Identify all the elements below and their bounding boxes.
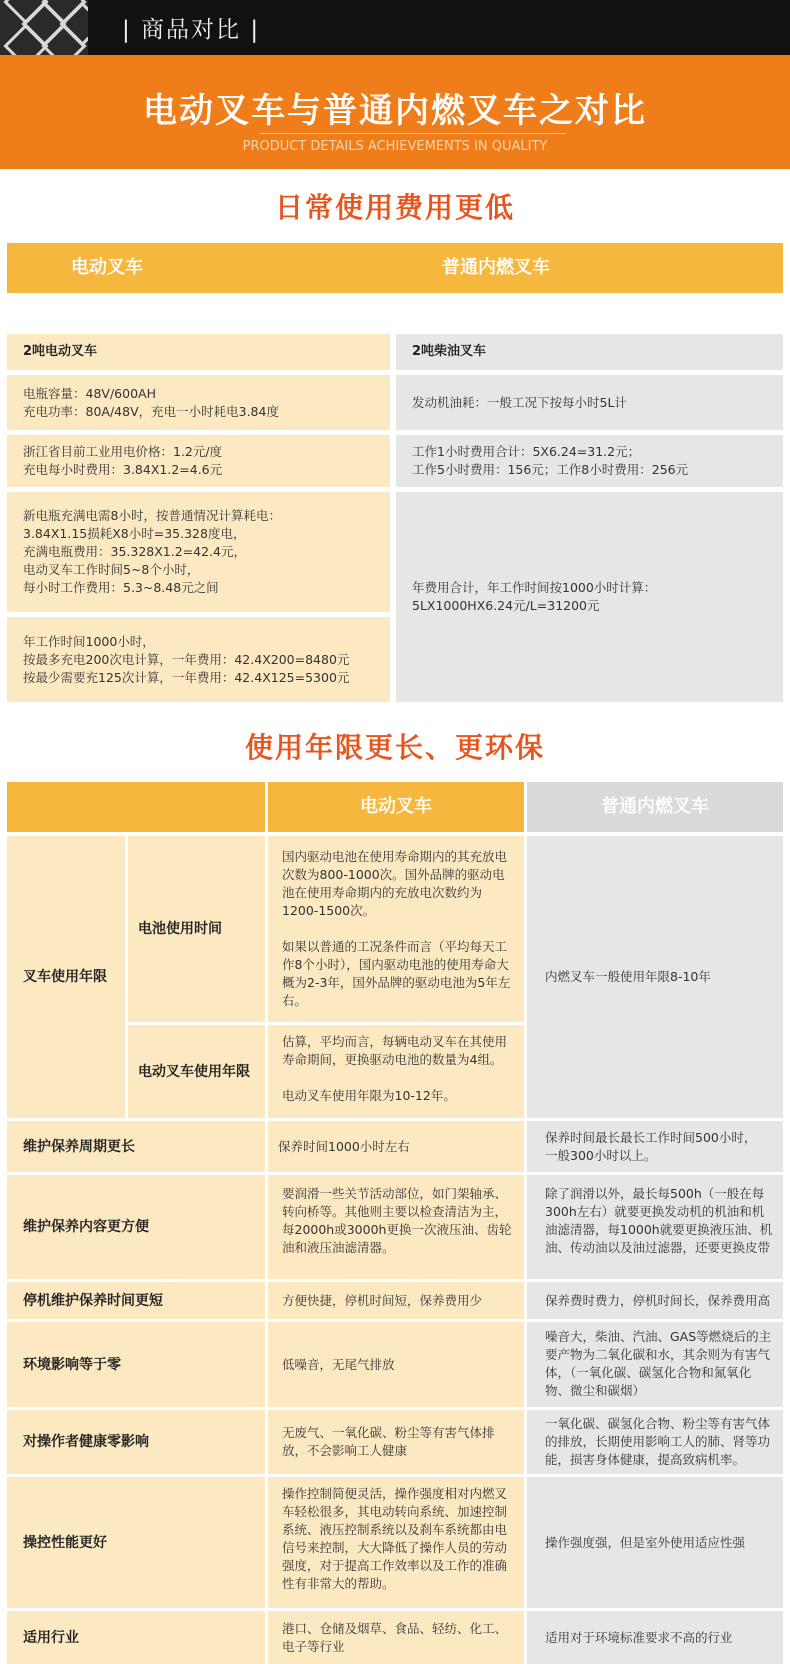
row-electric xyxy=(268,1410,524,1474)
combustion-life-text xyxy=(527,836,783,1118)
combustion-model-label: 2吨柴油叉车 xyxy=(396,334,783,370)
section1-header-combustion: 普通内燃叉车 xyxy=(442,257,550,278)
electric-electricity-price-text: 浙江省目前工业用电价格：1.2元/度 充电每小时费用：3.84X1.2=4.6元 xyxy=(23,444,223,477)
row-label: 操控性能更好 xyxy=(7,1477,265,1608)
combustion-annual-cost xyxy=(396,492,783,702)
row-combustion-text: 保养费时费力，停机时间长，保养费用高 xyxy=(545,1292,771,1308)
row-electric-text: 无废气、一氧化碳、粉尘等有害气体排放，不会影响工人健康 xyxy=(282,1425,495,1458)
electric-model-label: 2吨电动叉车 xyxy=(7,334,390,370)
banner xyxy=(0,55,790,169)
row-combustion: 噪音大，柴油、汽油、GAS等燃烧后的主要产物为二氧化碳和水，其余则为有害气体，（一氧化碳、碳氢化合物和氮氧化物、微尘和碳烟） xyxy=(527,1322,783,1407)
row-combustion: 除了润滑以外，最长每500h（一般在每300h左右）就要更换发动机的机油和机油滤清器，每1000h就要更换液压油、机油、传动油以及油过滤器，还要更换皮带 xyxy=(527,1175,783,1279)
electric-electricity-price xyxy=(7,435,390,487)
combustion-hourly-cost xyxy=(396,435,783,487)
row-combustion-text: 操作强度强，但是室外使用适应性强 xyxy=(545,1534,746,1550)
section2-title: 使用年限更长、更环保 xyxy=(244,731,545,764)
combustion-fuel-consumption xyxy=(396,375,783,430)
top-bar xyxy=(0,0,790,55)
row-electric xyxy=(268,1611,524,1664)
banner-subtitle: PRODUCT DETAILS ACHIEVEMENTS IN QUALITY xyxy=(242,139,548,154)
electric-charge-calc-text: 新电瓶充满电需8小时，按普通情况计算耗电： 3.84X1.15损耗X8小时=35.328度电， 充满电瓶费用：35.328X1.2=42.4元， 电动叉车工作时间5~8个小时， 每小时工作费用：5.3~8.48元之间 xyxy=(23,508,281,595)
row-combustion xyxy=(527,1477,783,1608)
life-label: 叉车使用年限 xyxy=(7,836,125,1118)
row-label: 维护保养内容更方便 xyxy=(7,1175,265,1279)
row-combustion xyxy=(527,1410,783,1474)
electric-life-text: 估算，平均而言，每辆电动叉车在其使用寿命期间，更换驱动电池的数量为4组。 电动叉车使用年限为10-12年。 xyxy=(268,1025,524,1118)
section2-header-combustion: 普通内燃叉车 xyxy=(527,782,783,832)
banner-title: 电动叉车与普通内燃叉车之对比 xyxy=(143,91,647,131)
section2-header-blank xyxy=(7,782,265,832)
row-combustion xyxy=(527,1121,783,1172)
row-label: 环境影响等于零 xyxy=(7,1322,265,1407)
row-electric-text: 保养时间1000小时左右 xyxy=(278,1138,410,1154)
row-electric-text: 低噪音，无尾气排放 xyxy=(282,1356,395,1372)
battery-time-label: 电池使用时间 xyxy=(128,836,265,1022)
section2-header-electric: 电动叉车 xyxy=(268,782,524,832)
combustion-life-text-value: 内燃叉车一般使用年限8-10年 xyxy=(545,969,711,984)
combustion-annual-cost-text: 年费用合计，年工作时间按1000小时计算： 5LX1000HX6.24元/L=31200元 xyxy=(412,580,657,613)
section1-header-electric: 电动叉车 xyxy=(71,257,143,278)
electric-life-label: 电动叉车使用年限 xyxy=(128,1025,265,1118)
combustion-fuel-consumption-text: 发动机油耗：一般工况下按每小时5L计 xyxy=(412,394,627,410)
page-title: | 商品对比 | xyxy=(122,17,261,43)
row-label: 对操作者健康零影响 xyxy=(7,1410,265,1474)
electric-charge-calc xyxy=(7,492,390,612)
row-combustion xyxy=(527,1611,783,1664)
row-electric xyxy=(268,1322,524,1407)
electric-battery-spec-text: 电瓶容量：48V/600AH 充电功率：80A/48V，充电一小时耗电3.84度 xyxy=(23,385,279,419)
row-combustion-text: 一氧化碳、碳氢化合物、粉尘等有害气体的排放，长期使用影响工人的肺、肾等功能，损害身体健康，提高致病机率。 xyxy=(545,1416,771,1467)
row-combustion xyxy=(527,1282,783,1319)
row-electric: 要润滑一些关节活动部位，如门架轴承、转向桥等。其他则主要以检查清洁为主，每2000h或3000h更换一次液压油、齿轮油和液压油滤清器。 xyxy=(268,1175,524,1279)
row-label: 停机维护保养时间更短 xyxy=(7,1282,265,1319)
banner-divider xyxy=(260,133,566,134)
row-combustion-text: 适用对于环境标准要求不高的行业 xyxy=(545,1629,733,1645)
electric-battery-spec xyxy=(7,375,390,430)
row-electric-text: 方便快捷，停机时间短，保养费用少 xyxy=(282,1292,483,1308)
combustion-hourly-cost-text: 工作1小时费用合计：5X6.24=31.2元； 工作5小时费用：156元；工作8小时费用：256元 xyxy=(412,444,689,477)
diamond-logo-icon xyxy=(0,0,88,55)
row-electric xyxy=(268,1121,524,1172)
row-electric xyxy=(268,1282,524,1319)
electric-annual-cost xyxy=(7,617,390,702)
row-combustion-text: 保养时间最长最长工作时间500小时， 一般300小时以上。 xyxy=(545,1129,757,1163)
section1-title: 日常使用费用更低 xyxy=(274,191,515,224)
row-label: 适用行业 xyxy=(7,1611,265,1664)
row-electric: 操作控制简便灵活，操作强度相对内燃叉车轻松很多，其电动转向系统、加速控制系统、液压控制系统以及刹车系统都由电信号来控制，大大降低了操作人员的劳动强度，对于提高工作效率以及工作的准确性有非常大的帮助。 xyxy=(268,1477,524,1608)
battery-time-text: 国内驱动电池在使用寿命期内的其充放电次数为800-1000次。国外品牌的驱动电池在使用寿命期内的充放电次数约为1200-1500次。 如果以普通的工况条件而言（平均每天工作8个小时），国内驱动电池的使用寿命大概为2-3年，国外品牌的驱动电池为5年左右。 xyxy=(268,836,524,1022)
row-electric-text: 港口、仓储及烟草、食品、轻纺、化工、电子等行业 xyxy=(282,1620,508,1654)
electric-annual-cost-text: 年工作时间1000小时， 按最多充电200次电计算，一年费用：42.4X200=8480元 按最少需要充125次计算，一年费用：42.4X125=5300元 xyxy=(23,633,350,685)
row-label: 维护保养周期更长 xyxy=(7,1121,265,1172)
